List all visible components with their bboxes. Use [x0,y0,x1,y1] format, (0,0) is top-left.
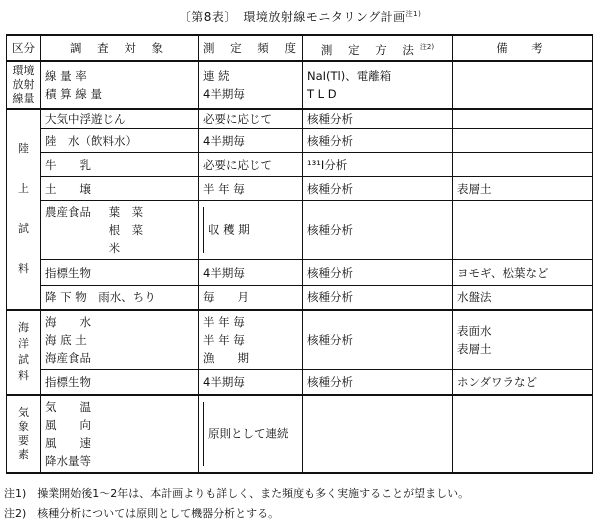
target-text: 根 菜 [108,223,144,237]
category-char: 試 [18,353,29,367]
target-cell: 陸 水（飲料水） [41,129,199,153]
table-row [7,109,593,129]
method-cell: 核種分析 [303,310,453,370]
category-char: 要 [18,434,29,447]
category-char: 上 [18,182,29,196]
remarks-cell: ホンダワラなど [453,369,593,395]
target-text: 風 速 [45,436,91,450]
frequency-cell [199,395,303,473]
target-cell: 大気中浮遊じん [41,109,199,129]
table-row [7,61,593,109]
frequency-cell [199,310,303,370]
table-row [7,286,593,310]
method-cell: 核種分析 [303,129,453,153]
header-method [303,35,453,61]
frequency-text: 連 続 [203,69,230,83]
caption-text: 〔第8表〕 環境放射線モニタリング計画 [178,10,406,24]
remarks-cell [453,109,593,129]
remarks-cell: ヨモギ、松葉など [453,260,593,286]
method-cell: ¹³¹Ⅰ分析 [303,153,453,177]
remarks-cell [453,61,593,109]
remarks-cell: 水盤法 [453,286,593,310]
header-method-label: 測 定 方 法 [320,42,420,57]
target-cell: 土 壌 [41,177,199,201]
target-group-label: 農産食品 [45,205,91,219]
frequency-cell: 必要に応じて [199,153,303,177]
method-cell [303,61,453,109]
target-text: 降水量等 [45,454,91,468]
category-land [7,109,41,310]
target-text: 海産食品 [45,350,91,365]
target-text: 海 底 土 [45,332,87,347]
header-target: 調 査 対 象 [41,35,199,61]
frequency-cell: 半 年 毎 [199,177,303,201]
frequency-cell: 4半期毎 [199,129,303,153]
method-cell [303,395,453,473]
method-cell: 核種分析 [303,201,453,260]
target-cell [41,201,199,260]
table-row [7,395,593,473]
category-char: 料 [18,262,29,276]
remarks-cell: 表層土 [453,177,593,201]
method-cell: 核種分析 [303,260,453,286]
category-char: 素 [18,448,29,461]
category-char: 海 [18,321,29,335]
method-cell: 核種分析 [303,177,453,201]
frequency-text: 半 年 毎 [203,332,245,347]
frequency-cell [199,61,303,109]
caption-footnote-mark: 注1) [405,10,422,18]
target-cell: 降 下 物 雨水、ちり [41,286,199,310]
brace-mark [203,207,204,253]
target-cell [41,61,199,109]
category-char: 試 [18,222,29,236]
frequency-text: 収 穫 期 [208,222,250,237]
monitoring-plan-table [6,34,593,474]
remarks-cell [453,310,593,370]
frequency-text: 半 年 毎 [203,314,245,329]
category-char: 洋 [18,337,29,351]
header-row [7,35,593,61]
method-cell: 核種分析 [303,109,453,129]
brace-mark [203,402,204,466]
footnote-1: 注1) 操業開始後1～2年は、本計画よりも詳しく、また頻度も多く実施することが望ましい。 [4,487,470,500]
method-text: NaI(Tl)、電離箱 [307,69,392,83]
category-char: 線量 [12,92,35,105]
target-cell [41,310,199,370]
remarks-text: 表層土 [457,341,492,356]
table-row [7,369,593,395]
target-cell [41,395,199,473]
category-char: 放射 [12,78,35,91]
target-text: 積 算 線 量 [45,87,102,101]
category-sea [7,310,41,396]
target-text: 海 水 [45,314,91,329]
category-env-radiation [7,61,41,109]
target-text: 気 温 [45,400,91,414]
method-footnote-mark: 注2) [419,42,435,51]
footnote-2: 注2) 核種分析については原則として機器分析とする。 [4,507,280,520]
frequency-text: 原則として連続 [208,426,289,441]
method-text: T L D [307,87,337,101]
frequency-text: 4半期毎 [203,87,245,101]
target-text: 風 向 [45,418,91,432]
frequency-text: 漁 期 [203,350,249,365]
table-row [7,201,593,260]
table-row [7,177,593,201]
method-cell: 核種分析 [303,286,453,310]
target-cell: 指標生物 [41,260,199,286]
table-caption [0,8,600,25]
frequency-cell: 4半期毎 [199,369,303,395]
remarks-cell [453,395,593,473]
table-row [7,129,593,153]
target-cell: 牛 乳 [41,153,199,177]
method-cell: 核種分析 [303,369,453,395]
target-cell: 指標生物 [41,369,199,395]
target-text: 米 [108,241,121,255]
category-char: 象 [18,420,29,433]
table-row [7,260,593,286]
remarks-cell [453,129,593,153]
remarks-cell [453,153,593,177]
header-category: 区分 [7,35,41,61]
frequency-cell: 必要に応じて [199,109,303,129]
remarks-cell [453,201,593,260]
category-char: 料 [18,369,29,383]
frequency-cell [199,201,303,260]
category-char: 環境 [12,64,35,77]
target-text: 葉 菜 [108,205,144,219]
target-text: 線 量 率 [45,69,87,83]
header-remarks: 備 考 [453,35,593,61]
category-weather [7,395,41,473]
header-frequency: 測 定 頻 度 [199,35,303,61]
table-row [7,310,593,370]
category-char: 陸 [18,142,29,156]
table-row [7,153,593,177]
frequency-cell: 4半期毎 [199,260,303,286]
remarks-text: 表面水 [457,323,492,338]
frequency-cell: 毎 月 [199,286,303,310]
category-char: 気 [18,406,29,419]
